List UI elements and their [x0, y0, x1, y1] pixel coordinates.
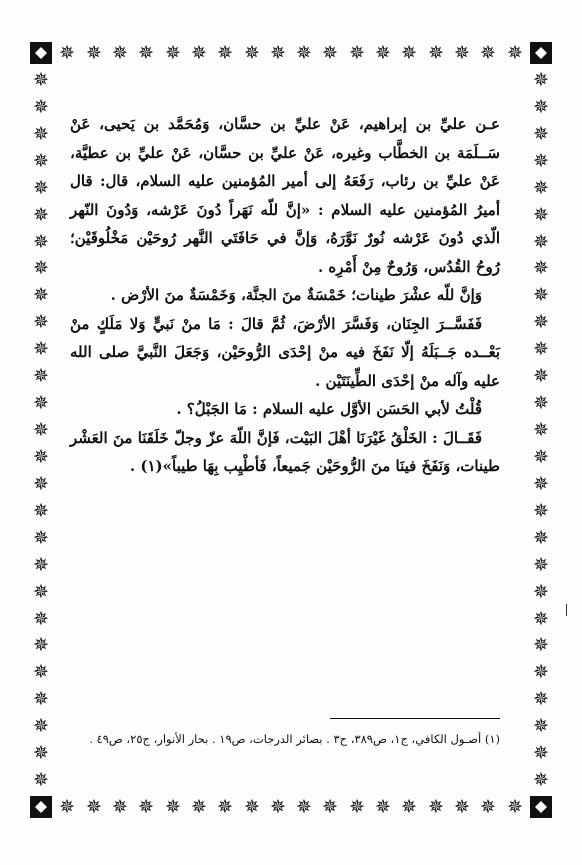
star-ornament-icon: ✵: [33, 473, 49, 495]
star-ornament-icon: ✵: [33, 769, 49, 791]
star-ornament-icon: ✵: [533, 688, 549, 710]
star-ornament-icon: ✵: [112, 42, 128, 64]
footnote: (١) أصـول الكافي، ج١، ص٣٨٩، ح٣ . بصائر الدرجات، ص١٩ . بحار الأنوار، ج٢٥، ص٤٩ .: [89, 732, 500, 746]
star-ornament-icon: ✵: [33, 688, 49, 710]
star-ornament-icon: ✵: [401, 42, 417, 64]
star-ornament-icon: ✵: [33, 311, 49, 333]
star-ornament-icon: ✵: [33, 742, 49, 764]
star-ornament-icon: ✵: [533, 204, 549, 226]
star-ornament-icon: ✵: [86, 42, 102, 64]
star-ornament-icon: ✵: [533, 446, 549, 468]
star-ornament-icon: ✵: [191, 796, 207, 818]
corner-ornament-icon: [30, 42, 52, 64]
star-ornament-icon: ✵: [138, 796, 154, 818]
star-ornament-icon: ✵: [33, 257, 49, 279]
star-ornament-icon: ✵: [375, 796, 391, 818]
star-ornament-icon: ✵: [533, 123, 549, 145]
star-ornament-icon: ✵: [217, 796, 233, 818]
star-ornament-icon: ✵: [533, 392, 549, 414]
star-ornament-icon: ✵: [533, 311, 549, 333]
star-ornament-icon: ✵: [507, 796, 523, 818]
star-ornament-icon: ✵: [33, 554, 49, 576]
star-ornament-icon: ✵: [138, 42, 154, 64]
star-ornament-icon: ✵: [533, 661, 549, 683]
star-ornament-icon: ✵: [454, 42, 470, 64]
star-ornament-icon: ✵: [33, 715, 49, 737]
star-ornament-icon: ✵: [507, 42, 523, 64]
star-ornament-icon: ✵: [33, 150, 49, 172]
star-ornament-icon: ✵: [349, 796, 365, 818]
star-ornament-icon: ✵: [533, 742, 549, 764]
corner-ornament-icon: [530, 796, 552, 818]
star-ornament-icon: ✵: [191, 42, 207, 64]
page-edge-mark: [566, 604, 571, 616]
star-ornament-icon: ✵: [33, 231, 49, 253]
star-ornament-icon: ✵: [375, 42, 391, 64]
star-ornament-icon: ✵: [533, 500, 549, 522]
star-ornament-icon: ✵: [533, 634, 549, 656]
star-ornament-icon: ✵: [33, 123, 49, 145]
star-ornament-icon: ✵: [165, 42, 181, 64]
corner-ornament-icon: [530, 42, 552, 64]
star-ornament-icon: ✵: [480, 42, 496, 64]
star-ornament-icon: ✵: [533, 69, 549, 91]
star-ornament-icon: ✵: [33, 204, 49, 226]
paragraph-hadith-chain: عـن عليِّ بن إبراهيم، عَنْ عليِّ بن حسَّان، وَمُحَمَّد بن يَحيى، عَنْ سَــلَمَة بن الخطَّاب وغيره، عَنْ عليِّ بن حسَّان، عَنْ عليِّ بن عطيَّة، عَنْ عليِّ بن رئاب، رَفَعَهُ إلى أمير المُؤمنين عليه السلام، قال: قال أميرُ المُؤمنين عليه السلام : «إنَّ للّه نَهَراً دُونَ عَرْشه، وَدُونَ النّهر الّذي دُونَ عَرْشه نُورٌ نَوَّرَهُ، وَإنَّ في حَافَتَي النَّهر رُوحَيْن مَخْلُوقَيْن؛ رُوحُ القُدُس، وَرُوحٌ مِنْ أَمْرِه .: [70, 115, 500, 276]
star-ornament-icon: ✵: [33, 365, 49, 387]
star-ornament-icon: ✵: [533, 419, 549, 441]
star-ornament-icon: ✵: [533, 554, 549, 576]
main-text: [70, 110, 500, 481]
star-ornament-icon: ✵: [59, 796, 75, 818]
star-ornament-icon: ✵: [33, 284, 49, 306]
star-ornament-icon: ✵: [533, 231, 549, 253]
star-ornament-icon: ✵: [244, 796, 260, 818]
star-ornament-icon: ✵: [533, 177, 549, 199]
star-ornament-icon: ✵: [244, 42, 260, 64]
star-ornament-icon: ✵: [533, 284, 549, 306]
star-ornament-icon: ✵: [33, 500, 49, 522]
star-ornament-icon: ✵: [33, 392, 49, 414]
star-ornament-icon: ✵: [86, 796, 102, 818]
star-ornament-icon: ✵: [533, 257, 549, 279]
footnote-divider: [330, 718, 500, 719]
star-ornament-icon: ✵: [401, 796, 417, 818]
star-ornament-icon: ✵: [533, 473, 549, 495]
paragraph-answer: فَقَــالَ : الخَلْقُ غَيْرَنَا أهْلَ البَيْت، فَإنَّ اللّهَ عزّ وجلّ خَلَقَنَا منَ العَشْر طينات، وَنَفَخَ فينَا منَ الرُّوحَيْن جَميعاً، فَأطْيِب بِهَا طيباً»(١) .: [70, 428, 500, 475]
star-ornament-icon: ✵: [533, 150, 549, 172]
paragraph-question: قُلْتُ لأبي الحَسَن الأوَّل عليه السلام : مَا الجَبْلُ؟ .: [176, 400, 482, 418]
star-ornament-icon: ✵: [165, 796, 181, 818]
star-ornament-icon: ✵: [112, 796, 128, 818]
star-ornament-icon: ✵: [270, 796, 286, 818]
star-ornament-icon: ✵: [33, 527, 49, 549]
star-ornament-icon: ✵: [533, 769, 549, 791]
star-ornament-icon: ✵: [33, 338, 49, 360]
star-ornament-icon: ✵: [296, 796, 312, 818]
star-ornament-icon: ✵: [322, 796, 338, 818]
star-ornament-icon: ✵: [33, 96, 49, 118]
star-ornament-icon: ✵: [33, 634, 49, 656]
corner-ornament-icon: [30, 796, 52, 818]
star-ornament-icon: ✵: [533, 96, 549, 118]
star-ornament-icon: ✵: [428, 42, 444, 64]
paragraph-explanation: فَفَسَّــرَ الجِنَان، وَفَسَّرَ الأرْضَ، ثُمَّ قالَ : مَا منْ نَبيٍّ وَلا مَلَكٍ منْ بَعْــده جَــبَلَهُ إلّا نَفَخَ فيه منْ إحْدَى الرُّوحَيْن، وَجَعَلَ النَّبيَّ صلى الله عليه وآله منْ إحْدَى الطِّينَتَيْن .: [70, 314, 500, 390]
star-ornament-icon: ✵: [454, 796, 470, 818]
star-ornament-icon: ✵: [533, 608, 549, 630]
star-ornament-icon: ✵: [33, 419, 49, 441]
star-ornament-icon: ✵: [480, 796, 496, 818]
star-ornament-icon: ✵: [533, 338, 549, 360]
star-ornament-icon: ✵: [33, 581, 49, 603]
star-ornament-icon: ✵: [428, 796, 444, 818]
star-ornament-icon: ✵: [533, 715, 549, 737]
star-ornament-icon: ✵: [33, 177, 49, 199]
star-ornament-icon: ✵: [349, 42, 365, 64]
star-ornament-icon: ✵: [33, 446, 49, 468]
star-ornament-icon: ✵: [33, 661, 49, 683]
star-ornament-icon: ✵: [533, 581, 549, 603]
star-ornament-icon: ✵: [59, 42, 75, 64]
star-ornament-icon: ✵: [322, 42, 338, 64]
star-ornament-icon: ✵: [33, 608, 49, 630]
star-ornament-icon: ✵: [217, 42, 233, 64]
star-ornament-icon: ✵: [533, 527, 549, 549]
star-ornament-icon: ✵: [533, 365, 549, 387]
star-ornament-icon: ✵: [270, 42, 286, 64]
star-ornament-icon: ✵: [296, 42, 312, 64]
paragraph-ten-clays: وَإنَّ للّه عشْرَ طينات؛ خَمْسَةٌ منَ الجنَّة، وَخَمْسَةٌ منَ الأرْض .: [110, 286, 482, 304]
star-ornament-icon: ✵: [33, 69, 49, 91]
